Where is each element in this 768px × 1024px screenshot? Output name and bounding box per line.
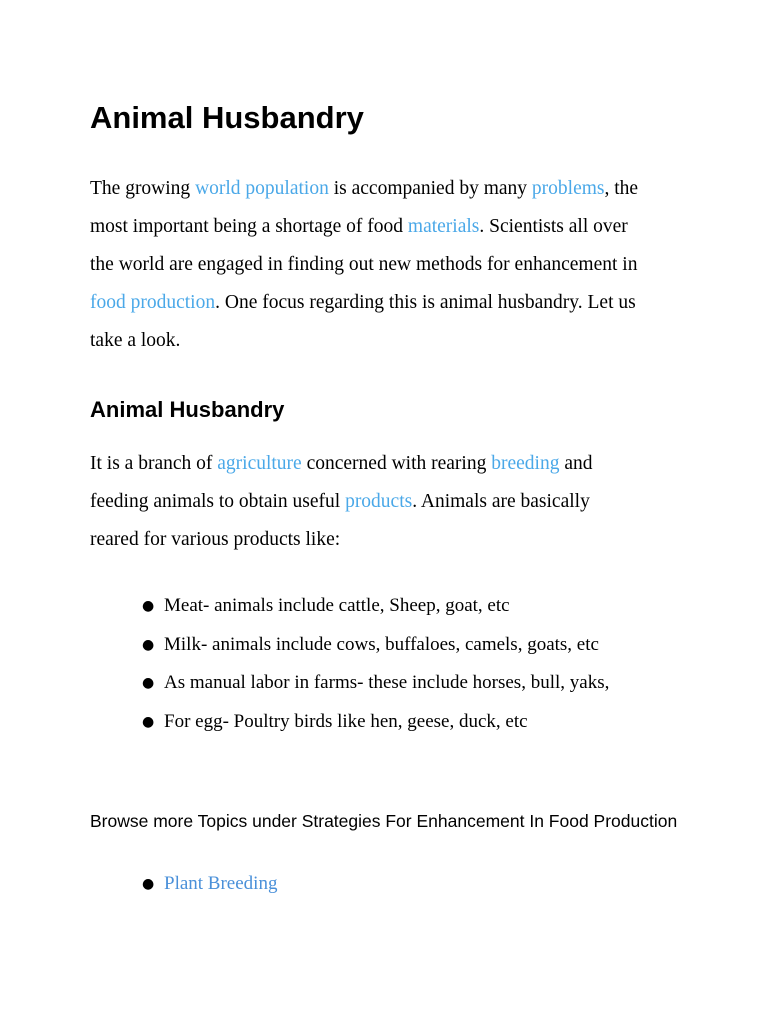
definition-text: and	[559, 453, 593, 474]
list-item-text: For egg- Poultry birds like hen, geese, duck, etc	[164, 711, 528, 733]
link-world-population[interactable]: world population	[195, 178, 329, 199]
intro-line-1	[90, 170, 638, 208]
bullet-icon: ●	[142, 598, 155, 614]
intro-text: The growing	[90, 178, 196, 199]
link-food-production[interactable]: food production	[90, 292, 216, 313]
definition-line-1	[90, 445, 592, 483]
definition-line-3: reared for various products like:	[90, 529, 341, 550]
bullet-icon: ●	[142, 714, 155, 731]
definition-line-2	[90, 483, 592, 521]
section-heading: Animal Husbandry	[90, 397, 285, 422]
bullet-icon: ●	[142, 675, 155, 692]
list-item-text: Milk- animals include cows, buffaloes, camels, goats, etc	[164, 633, 599, 655]
link-breeding[interactable]: breeding	[491, 453, 560, 474]
link-problems[interactable]: problems	[531, 178, 605, 199]
intro-paragraph	[90, 170, 638, 360]
bullet-icon: ●	[142, 876, 155, 892]
browse-heading: Browse more Topics under Strategies For Enhancement In Food Production	[90, 811, 678, 831]
intro-text: is accompanied by many	[328, 178, 532, 199]
list-item-text: As manual labor in farms- these include horses, bull, yaks,	[164, 672, 610, 694]
intro-text: . Scientists all over	[479, 216, 628, 237]
definition-text: It is a branch of	[90, 453, 218, 474]
definition-text: concerned with rearing	[301, 453, 492, 474]
link-agriculture[interactable]: agriculture	[217, 453, 302, 474]
definition-text: . Animals are basically	[412, 491, 590, 512]
link-products[interactable]: products	[345, 491, 413, 512]
intro-line-5: take a look.	[90, 330, 181, 351]
intro-text: , the	[604, 178, 639, 199]
intro-line-2	[90, 208, 638, 246]
topic-list-item	[0, 866, 768, 902]
list-item-text: Meat- animals include cattle, Sheep, goat, etc	[164, 595, 510, 616]
intro-line-4	[90, 284, 638, 322]
link-materials[interactable]: materials	[407, 216, 480, 237]
bullet-icon: ●	[142, 636, 155, 653]
intro-line-3: the world are engaged in finding out new methods for enhancement in	[90, 254, 638, 275]
definition-paragraph	[90, 445, 592, 559]
link-plant-breeding[interactable]: Plant Breeding	[164, 873, 278, 894]
page-title: Animal Husbandry	[90, 100, 364, 135]
intro-text: most important being a shortage of food	[90, 216, 408, 237]
definition-text: feeding animals to obtain useful	[90, 491, 346, 512]
intro-text: . One focus regarding this is animal husbandry. Let us	[215, 292, 636, 313]
